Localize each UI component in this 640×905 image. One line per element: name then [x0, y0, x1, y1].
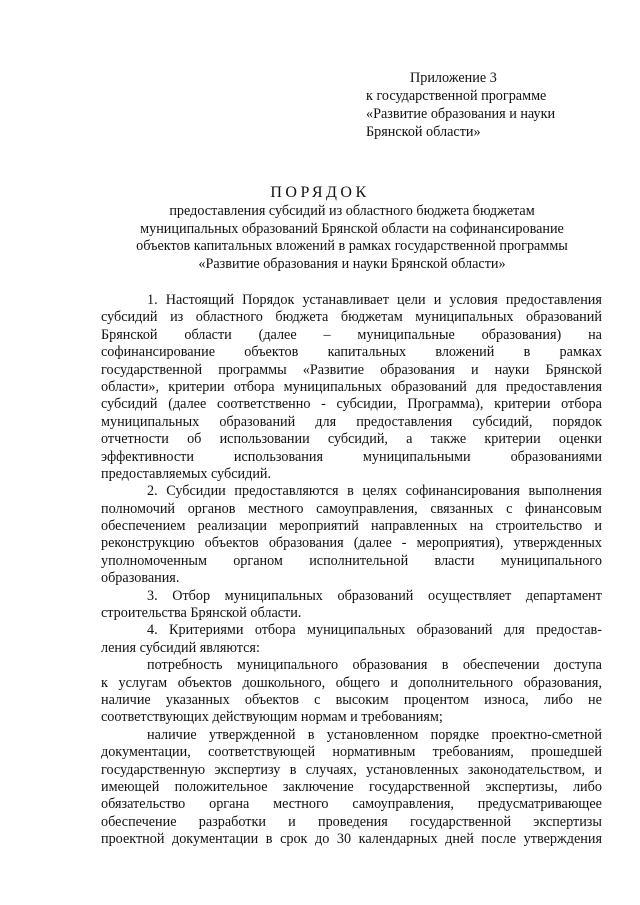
body-line: предоставляемых субсидий.	[101, 465, 272, 482]
body-line: обеспечением реализации мероприятий направленных на строительство и	[101, 518, 602, 535]
body-line: отчетности об использовании субсидий, а также критерии оценки	[101, 431, 602, 448]
appendix-line: Приложение 3	[410, 70, 497, 86]
body-line: субсидий (далее соответственно - субсидии, Программа), критерии отбора	[101, 396, 602, 413]
document-title: ПОРЯДОК	[270, 184, 370, 201]
subtitle-line: объектов капитальных вложений в рамках государственной программы	[136, 238, 568, 254]
appendix-line: Брянской области»	[366, 124, 481, 140]
body-line: реконструкцию объектов образования (далее - мероприятия), утвержденных	[101, 535, 602, 552]
body-line: 2. Субсидии предоставляются в целях софинансирования выполнения	[147, 483, 602, 500]
subtitle-line: предоставления субсидий из областного бюджета бюджетам	[169, 203, 535, 219]
body-line: уполномоченным органом исполнительной власти муниципального	[101, 552, 602, 569]
body-line: обеспечение разработки и проведения государственной экспертизы	[101, 813, 602, 830]
document-body	[101, 292, 602, 849]
body-line: государственную экспертизу в случаях, установленных законодательством, и	[101, 761, 602, 778]
body-line: к услугам объектов дошкольного, общего и дополнительного образования,	[101, 674, 602, 691]
body-line: документации, соответствующей нормативным требованиям, прошедшей	[101, 744, 602, 761]
body-line: 1. Настоящий Порядок устанавливает цели и условия предоставления	[147, 292, 602, 308]
body-line: Брянской области (далее – муниципальные образования) на	[101, 326, 602, 343]
body-line: эффективности использования муниципальными образованиями	[101, 448, 602, 465]
body-line: полномочий органов местного самоуправления, связанных с финансовым	[101, 500, 602, 517]
body-line: имеющей положительное заключение государственной экспертизы, либо	[101, 778, 602, 795]
body-line: 4. Критериями отбора муниципальных образований для предостав-	[147, 622, 602, 639]
subtitle-line: муниципальных образований Брянской области на софинансирование	[140, 220, 564, 237]
body-line: наличие утвержденной в установленном порядке проектно-сметной	[147, 726, 602, 743]
body-line: проектной документации в срок до 30 календарных дней после утверждения	[101, 831, 602, 848]
appendix-line: «Развитие образования и науки	[366, 106, 556, 122]
body-line: 3. Отбор муниципальных образований осуществляет департамент	[147, 587, 602, 604]
body-line: государственной программы «Развитие образования и науки Брянской	[101, 361, 602, 378]
body-line: строительства Брянской области.	[101, 605, 302, 622]
body-line: субсидий из областного бюджета бюджетам муниципальных образований	[101, 309, 602, 326]
body-line: ления субсидий являются:	[101, 639, 260, 656]
body-line: муниципальных образований для предоставления субсидий, порядок	[101, 413, 602, 430]
body-line: образования.	[101, 570, 180, 587]
body-line: обязательство органа местного самоуправления, предусматривающее	[101, 796, 602, 813]
body-line: потребность муниципального образования в обеспечении доступа	[147, 657, 602, 674]
appendix-line: к государственной программе	[366, 88, 547, 104]
subtitle-line: «Развитие образования и науки Брянской области»	[198, 255, 506, 272]
body-line: наличие указанных объектов с высоким процентом износа, либо не	[101, 691, 602, 708]
body-line: соответствующих действующим нормам и требованиям;	[101, 709, 443, 726]
appendix-header	[366, 69, 626, 141]
document-subtitle	[60, 203, 640, 273]
body-line: софинансирование объектов капитальных вложений в рамках	[101, 344, 602, 361]
body-line: области», критерии отбора муниципальных образований для предоставления	[101, 378, 602, 395]
